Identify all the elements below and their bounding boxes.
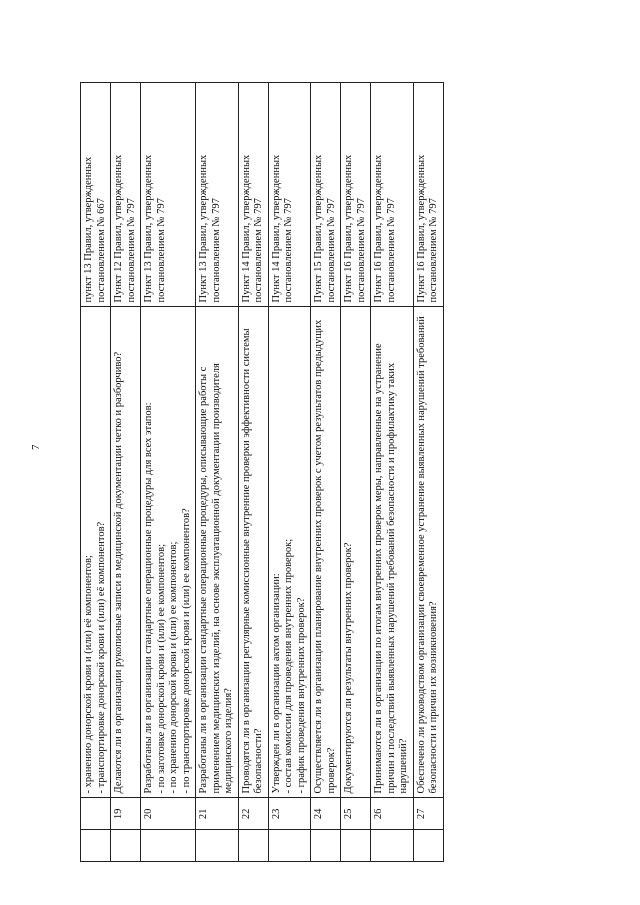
blank-cell	[268, 830, 311, 862]
reference-cell: Пункт 16 Правил, утвержденных постановлением № 797	[413, 83, 443, 308]
row-number: 24	[311, 798, 341, 830]
blank-cell	[238, 830, 268, 862]
question-line: Проводятся ли в организации регулярные комиссионные внутренние проверки эффективности системы безопасности?	[240, 328, 264, 794]
question-cell	[238, 307, 268, 798]
question-line: Утвержден ли в организации актом организации:	[270, 573, 282, 794]
question-cell	[111, 307, 141, 798]
question-cell	[311, 307, 341, 798]
reference-cell: пункт 13 Правил, утвержденных постановлением № 667	[81, 83, 111, 308]
question-cell	[196, 307, 239, 798]
question-line: Обеспечено ли руководством организации своевременное устранение выявленных нарушений требований безопасности и причин их возникновения?	[415, 316, 439, 794]
page-number: 7	[30, 444, 42, 450]
row-number: 22	[238, 798, 268, 830]
question-cell	[268, 307, 311, 798]
question-line: - график проведения внутренних проверок?	[295, 597, 307, 794]
question-line: Осуществляется ли в организации планирование внутренних проверок с учетом результатов предыдущих проверок?	[313, 319, 337, 794]
question-line: Документируются ли результаты внутренних проверок?	[343, 542, 354, 794]
table-row	[238, 83, 268, 862]
blank-cell	[141, 830, 196, 862]
checklist-table-container	[80, 82, 620, 862]
table-row	[413, 83, 443, 862]
question-line: - по транспортировке донорской крови и (или) ее компонентов?	[180, 508, 192, 794]
question-cell	[371, 307, 414, 798]
blank-cell	[111, 830, 141, 862]
reference-cell: Пункт 13 Правил, утвержденных постановлением № 797	[196, 83, 239, 308]
reference-cell: Пункт 16 Правил, утвержденных постановлением № 797	[341, 83, 371, 308]
row-number: 21	[196, 798, 239, 830]
row-number: 25	[341, 798, 371, 830]
reference-cell: Пункт 14 Правил, утвержденных постановлением № 797	[268, 83, 311, 308]
table-row	[81, 83, 111, 862]
checklist-table	[80, 82, 444, 862]
table-row	[341, 83, 371, 862]
blank-cell	[413, 830, 443, 862]
row-number: 26	[371, 798, 414, 830]
row-number	[81, 798, 111, 830]
table-row	[268, 83, 311, 862]
table-row	[141, 83, 196, 862]
blank-cell	[81, 830, 111, 862]
reference-cell: Пункт 16 Правил, утвержденных постановлением № 797	[371, 83, 414, 308]
question-line: Разработаны ли в организации стандартные операционные процедуры, описывающие работы с применением медицинских изделий, на основе эксплуатационной документации производителя медицинского изделия?	[198, 363, 234, 794]
blank-cell	[196, 830, 239, 862]
blank-cell	[371, 830, 414, 862]
reference-cell: Пункт 14 Правил, утвержденных постановлением № 797	[238, 83, 268, 308]
row-number: 20	[141, 798, 196, 830]
question-cell	[413, 307, 443, 798]
question-line: Принимаются ли в организации по итогам внутренних проверок меры, направленные на устранение причин и последствий выявленных нарушений требований безопасности и профилактику таких нарушений?	[373, 343, 409, 794]
question-cell	[341, 307, 371, 798]
row-number: 23	[268, 798, 311, 830]
question-line: - состав комиссии для проведения внутренних проверок;	[283, 538, 294, 794]
question-cell	[81, 307, 111, 798]
question-line: - транспортировке донорской крови и (или) её компонентов?	[95, 521, 107, 794]
question-line: Разработаны ли в организации стандартные операционные процедуры для всех этапов:	[143, 402, 154, 794]
table-row	[311, 83, 341, 862]
reference-cell: Пункт 13 Правил, утвержденных постановлением № 797	[141, 83, 196, 308]
question-line: - по хранению донорской крови и (или) ее компонентов;	[168, 541, 179, 794]
reference-cell: Пункт 12 Правил, утвержденных постановлением № 797	[111, 83, 141, 308]
reference-cell: Пункт 15 Правил, утвержденных постановлением № 797	[311, 83, 341, 308]
table-row	[196, 83, 239, 862]
question-cell	[141, 307, 196, 798]
question-line: - по заготовке донорской крови и (или) ее компонентов;	[155, 543, 167, 794]
table-row	[371, 83, 414, 862]
blank-cell	[311, 830, 341, 862]
blank-cell	[341, 830, 371, 862]
question-line: Делаются ли в организации рукописные записи в медицинской документации четко и разборчиво?	[113, 351, 124, 794]
question-line: - хранению донорской крови и (или) её компонентов;	[83, 555, 94, 794]
row-number: 27	[413, 798, 443, 830]
table-row	[111, 83, 141, 862]
row-number: 19	[111, 798, 141, 830]
